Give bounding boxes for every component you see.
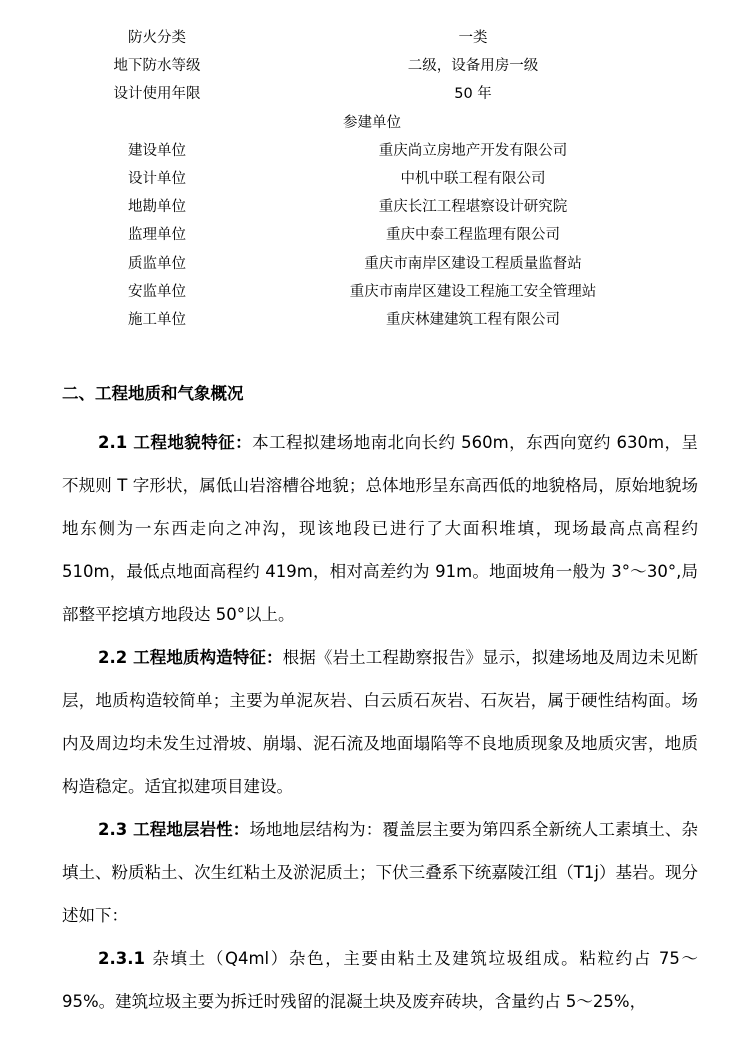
paragraph-lead: 2.1 工程地貌特征： [98, 433, 253, 452]
row-value: 重庆林建建筑工程有限公司 [386, 311, 560, 328]
paragraph-text: 根据《岩土工程勘察报告》显示，拟建场地及周边未见断层，地质构造较简单；主要为单泥灰岩、白云质石灰岩、石灰岩，属于硬性结构面。场内及周边均未发生过滑坡、崩塌、泥石流及地面塌陷等不良地质现象及地质灾害，地质构造稳定。适宜拟建项目建设。 [62, 648, 698, 796]
table-row [0, 278, 744, 306]
table-group-header [0, 109, 744, 137]
paragraph-lead: 2.2 工程地质构造特征： [98, 648, 283, 667]
row-value: 二级，设备用房一级 [407, 58, 539, 75]
row-label: 施工单位 [128, 311, 186, 328]
row-label: 安监单位 [128, 283, 186, 300]
table-row [0, 193, 744, 221]
row-value: 50 年 [454, 86, 492, 103]
row-value: 重庆尚立房地产开发有限公司 [378, 142, 568, 159]
paragraph [62, 808, 698, 937]
table-row [0, 137, 744, 165]
table-row [0, 250, 744, 278]
row-value: 重庆市南岸区建设工程施工安全管理站 [349, 283, 597, 300]
paragraph-lead: 2.3.1 [98, 949, 153, 968]
section-body [62, 421, 698, 1023]
table-row [0, 52, 744, 80]
table-row [0, 306, 744, 334]
row-value: 重庆中泰工程监理有限公司 [386, 227, 560, 244]
paragraph [62, 421, 698, 636]
paragraph-text: 场地地层结构为：覆盖层主要为第四系全新统人工素填土、杂填土、粉质粘土、次生红粘土及淤泥质土；下伏三叠系下统嘉陵江组（T1j）基岩。现分述如下： [62, 820, 698, 925]
group-header-label: 参建单位 [343, 114, 401, 131]
section-heading: 二、工程地质和气象概况 [62, 384, 244, 403]
row-label: 建设单位 [128, 142, 186, 159]
row-label: 地下防水等级 [113, 58, 201, 75]
paragraph-lead: 2.3 工程地层岩性： [98, 820, 250, 839]
table-row [0, 80, 744, 108]
paragraph [62, 636, 698, 808]
row-label: 地勘单位 [128, 199, 186, 216]
row-label: 设计单位 [128, 170, 186, 187]
row-value: 重庆长江工程堪察设计研究院 [378, 199, 568, 216]
table-row [0, 24, 744, 52]
row-label: 质监单位 [128, 255, 186, 272]
table-row [0, 221, 744, 249]
row-value: 中机中联工程有限公司 [400, 170, 546, 187]
row-label: 监理单位 [128, 227, 186, 244]
paragraph-text: 本工程拟建场地南北向长约 560m，东西向宽约 630m，呈不规则 T 字形状，属低山岩溶槽谷地貌；总体地形呈东高西低的地貌格局，原始地貌场地东侧为一东西走向之冲沟，现该地段已进行了大面积堆填，现场最高点高程约 510m，最低点地面高程约 419m，相对高差约为 91m。地面坡角一般为 3°～30°,局部整平挖填方地段达 50°以上。 [62, 433, 698, 624]
paragraph [62, 937, 698, 1023]
project-info-table [0, 24, 744, 334]
row-label: 设计使用年限 [113, 86, 201, 103]
row-value: 一类 [458, 30, 488, 46]
table-row [0, 165, 744, 193]
row-label: 防火分类 [128, 30, 186, 46]
paragraph-text: 杂填土（Q4ml）杂色，主要由粘土及建筑垃圾组成。粘粒约占 75～95%。建筑垃圾主要为拆迁时残留的混凝土块及废弃砖块，含量约占 5～25%， [62, 949, 698, 1011]
row-value: 重庆市南岸区建设工程质量监督站 [364, 255, 582, 272]
